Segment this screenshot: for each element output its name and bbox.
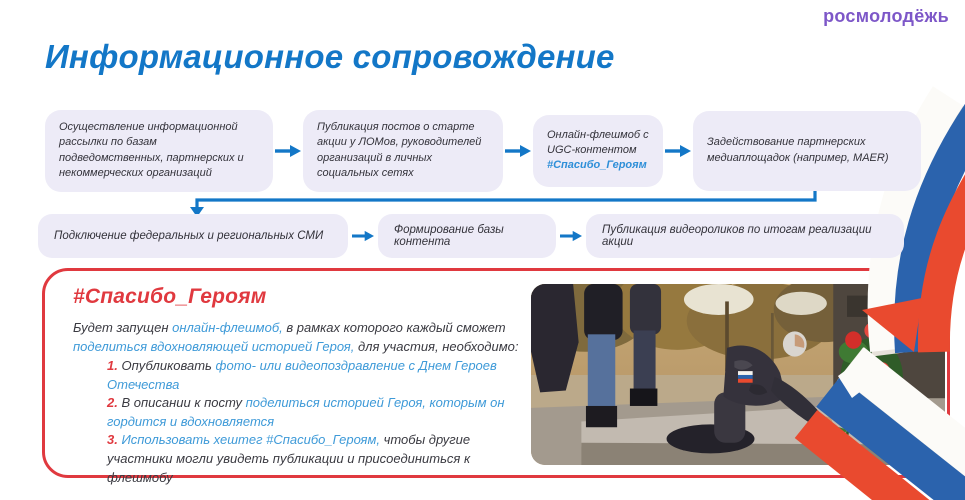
item-segment: Опубликовать: [121, 358, 216, 374]
list-item: [107, 431, 535, 487]
flow-box-content-base: [378, 214, 556, 258]
card-title: #Спасибо_Героям: [73, 285, 267, 308]
card-body: [73, 319, 535, 487]
arrow-right-icon: [273, 144, 303, 158]
intro-segment-highlight: онлайн-флешмоб,: [172, 320, 283, 335]
flow-box-mailing: [45, 110, 273, 192]
flow-box-text: Публикация постов о старте акции у ЛОМов, руководителей организаций в личных социальных сетях: [317, 121, 482, 180]
rosmolodezh-logo: росмолодёжь: [823, 6, 949, 26]
item-number: 2.: [107, 395, 118, 411]
info-card: [42, 268, 950, 485]
flow-box-text: Подключение федеральных и региональных СМИ: [54, 230, 324, 242]
item-segment-highlight: фото- или видеопоздравление с Днем Героев Отечества: [107, 358, 497, 392]
flow-box-text: Задействование партнерских медиаплощадок (например, MAER): [707, 136, 889, 164]
card-list: [73, 357, 535, 487]
arrow-right-icon: [348, 230, 378, 242]
flow-row-2: [38, 214, 918, 258]
page-title: Информационное сопровождение: [45, 38, 615, 75]
flow-box-smi: [38, 214, 348, 258]
intro-segment: для участия, необходимо:: [354, 338, 519, 354]
arrow-right-icon: [556, 230, 586, 242]
flow-box-text: Онлайн-флешмоб с UGC-контентом: [547, 128, 649, 157]
item-segment-highlight: поделиться историей Героя, которым он гордится и вдохновляется: [107, 395, 505, 429]
flow-box-text: Осуществление информационной рассылки по базам подведомственных, партнерских и некоммерческих организаций: [59, 121, 244, 180]
memorial-photo: [531, 284, 945, 465]
item-segment: В описании к посту: [121, 395, 246, 411]
intro-segment: Будет запущен: [73, 320, 173, 335]
card-intro: [73, 319, 535, 356]
flow-row-1: [45, 110, 925, 192]
flow-box-text: Формирование базы контента: [394, 224, 504, 248]
intro-segment: в рамках которого каждый сможет: [282, 320, 506, 335]
flow-box-flashmob: [533, 115, 663, 187]
item-segment: чтобы другие участники могли увидеть публикации и присоединиться к флешмобу: [107, 432, 471, 485]
flow-box-media-partners: [693, 111, 921, 191]
flashmob-hashtag: #Спасибо_Героям: [547, 159, 647, 172]
flow-box-text: Публикация видеороликов по итогам реализации акции: [602, 224, 872, 248]
list-item: [107, 357, 535, 394]
item-number: 3.: [107, 432, 118, 448]
arrow-right-icon: [503, 144, 533, 158]
list-item: [107, 394, 535, 431]
flow-box-video-publication: [586, 214, 904, 258]
intro-segment-highlight: поделиться вдохновляющей историей Героя,: [73, 338, 355, 354]
arrow-right-icon: [663, 144, 693, 158]
item-number: 1.: [107, 358, 118, 374]
item-segment-highlight: Использовать хештег #Спасибо_Героям,: [121, 432, 381, 448]
flow-box-posts: [303, 110, 503, 192]
